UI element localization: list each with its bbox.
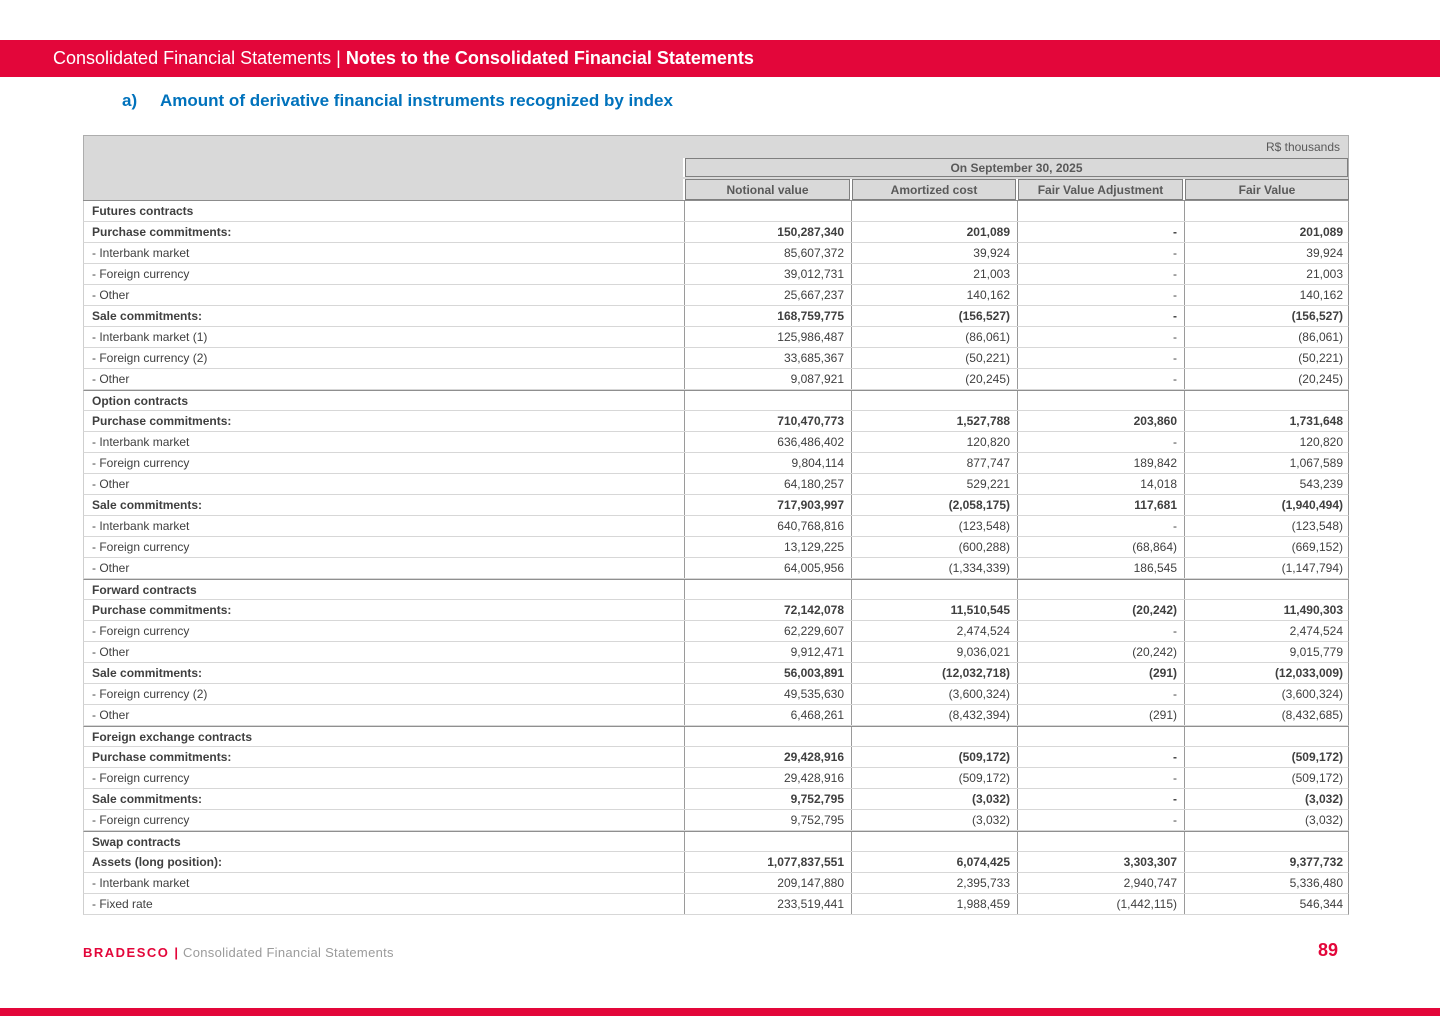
header-spacer xyxy=(84,158,683,177)
row-value: (291) xyxy=(1017,663,1184,683)
table-row xyxy=(83,516,1349,537)
row-value: 120,820 xyxy=(1184,432,1350,452)
row-value xyxy=(1184,580,1350,599)
row-value: (509,172) xyxy=(1184,747,1350,767)
row-label: - Other xyxy=(92,288,130,302)
row-value xyxy=(851,391,1017,410)
row-value: 209,147,880 xyxy=(684,873,851,893)
row-value: (3,032) xyxy=(851,789,1017,809)
table-row xyxy=(83,831,1349,852)
row-value: - xyxy=(1017,432,1184,452)
row-value: (509,172) xyxy=(1184,768,1350,788)
table-row xyxy=(83,642,1349,663)
row-value: (291) xyxy=(1017,705,1184,725)
heading-text: Amount of derivative financial instruments recognized by index xyxy=(160,91,673,110)
row-value xyxy=(851,580,1017,599)
table-row xyxy=(83,285,1349,306)
table-row xyxy=(83,705,1349,726)
row-value: 62,229,607 xyxy=(684,621,851,641)
row-value: 117,681 xyxy=(1017,495,1184,515)
row-value: 29,428,916 xyxy=(684,747,851,767)
row-value: (20,242) xyxy=(1017,600,1184,620)
banner-title-bold: Notes to the Consolidated Financial Statements xyxy=(345,48,754,68)
row-label: - Foreign currency xyxy=(92,456,190,470)
banner-title-regular: Consolidated Financial Statements | xyxy=(53,48,346,68)
table-row xyxy=(83,894,1349,915)
row-value: 543,239 xyxy=(1184,474,1350,494)
row-value: (156,527) xyxy=(1184,306,1350,326)
table-row xyxy=(83,747,1349,768)
row-value xyxy=(1017,391,1184,410)
table-row xyxy=(83,495,1349,516)
row-value: 546,344 xyxy=(1184,894,1350,914)
row-value: 11,490,303 xyxy=(1184,600,1350,620)
table-row xyxy=(83,327,1349,348)
column-header-fair-value: Fair Value xyxy=(1185,179,1349,200)
row-value: (509,172) xyxy=(851,768,1017,788)
row-value: (12,032,718) xyxy=(851,663,1017,683)
row-label: - Foreign currency (2) xyxy=(92,687,208,701)
row-value: 29,428,916 xyxy=(684,768,851,788)
row-label: - Foreign currency xyxy=(92,624,190,638)
row-value xyxy=(1184,727,1350,746)
row-label: Option contracts xyxy=(92,393,189,408)
table-row xyxy=(83,558,1349,579)
row-value: (1,442,115) xyxy=(1017,894,1184,914)
row-label: Sale commitments: xyxy=(92,498,203,512)
row-value xyxy=(1017,832,1184,851)
row-value: (123,548) xyxy=(851,516,1017,536)
row-value xyxy=(684,727,851,746)
row-value: (20,245) xyxy=(1184,369,1350,389)
row-value: 9,015,779 xyxy=(1184,642,1350,662)
table-row xyxy=(83,306,1349,327)
row-value: 56,003,891 xyxy=(684,663,851,683)
row-value: 9,804,114 xyxy=(684,453,851,473)
date-header: On September 30, 2025 xyxy=(685,158,1348,177)
row-value: 5,336,480 xyxy=(1184,873,1350,893)
row-label: - Foreign currency xyxy=(92,813,190,827)
derivatives-table xyxy=(83,135,1349,915)
row-value: 168,759,775 xyxy=(684,306,851,326)
table-row xyxy=(83,852,1349,873)
row-value: 201,089 xyxy=(851,222,1017,242)
row-label: Foreign exchange contracts xyxy=(92,729,253,744)
row-value: (50,221) xyxy=(851,348,1017,368)
table-row xyxy=(83,579,1349,600)
row-value: 39,924 xyxy=(1184,243,1350,263)
row-value: 710,470,773 xyxy=(684,411,851,431)
table-row xyxy=(83,726,1349,747)
row-value xyxy=(851,727,1017,746)
row-value: 2,395,733 xyxy=(851,873,1017,893)
section-heading xyxy=(122,91,673,111)
row-value: 11,510,545 xyxy=(851,600,1017,620)
row-value xyxy=(684,832,851,851)
row-value: 140,162 xyxy=(851,285,1017,305)
table-row xyxy=(83,684,1349,705)
table-row xyxy=(83,369,1349,390)
row-value: (50,221) xyxy=(1184,348,1350,368)
row-value: 201,089 xyxy=(1184,222,1350,242)
row-label: - Interbank market xyxy=(92,435,190,449)
row-value: - xyxy=(1017,768,1184,788)
row-value: 2,474,524 xyxy=(851,621,1017,641)
row-value: - xyxy=(1017,348,1184,368)
footer xyxy=(83,945,394,960)
row-value: 9,752,795 xyxy=(684,789,851,809)
row-value: 6,468,261 xyxy=(684,705,851,725)
row-value: 25,667,237 xyxy=(684,285,851,305)
row-value: (156,527) xyxy=(851,306,1017,326)
heading-marker: a) xyxy=(122,91,138,110)
row-value: (600,288) xyxy=(851,537,1017,557)
table-header xyxy=(83,135,1349,200)
row-value: (12,033,009) xyxy=(1184,663,1350,683)
row-value: 21,003 xyxy=(851,264,1017,284)
date-header-row xyxy=(84,158,1348,177)
row-value: 717,903,997 xyxy=(684,495,851,515)
row-label: Assets (long position): xyxy=(92,855,222,869)
row-label: Sale commitments: xyxy=(92,792,203,806)
row-value: 2,474,524 xyxy=(1184,621,1350,641)
row-value: 140,162 xyxy=(1184,285,1350,305)
row-label: - Interbank market (1) xyxy=(92,330,208,344)
row-value: - xyxy=(1017,369,1184,389)
column-header-row xyxy=(84,179,1348,200)
row-value xyxy=(684,580,851,599)
row-value: (86,061) xyxy=(1184,327,1350,347)
table-row xyxy=(83,537,1349,558)
row-value xyxy=(1184,832,1350,851)
row-value: - xyxy=(1017,327,1184,347)
row-value: 39,924 xyxy=(851,243,1017,263)
row-value: (20,245) xyxy=(851,369,1017,389)
row-label: - Foreign currency xyxy=(92,540,190,554)
row-value: 1,527,788 xyxy=(851,411,1017,431)
row-value xyxy=(684,391,851,410)
table-body xyxy=(83,200,1349,915)
row-value: (3,032) xyxy=(1184,789,1350,809)
row-value: 1,077,837,551 xyxy=(684,852,851,872)
row-value: 21,003 xyxy=(1184,264,1350,284)
row-label: - Other xyxy=(92,708,130,722)
row-value xyxy=(1017,727,1184,746)
row-value: 186,545 xyxy=(1017,558,1184,578)
row-value: 640,768,816 xyxy=(684,516,851,536)
table-row xyxy=(83,474,1349,495)
row-label: Sale commitments: xyxy=(92,666,203,680)
row-value: - xyxy=(1017,789,1184,809)
table-row xyxy=(83,453,1349,474)
row-value: - xyxy=(1017,810,1184,830)
row-value: (1,334,339) xyxy=(851,558,1017,578)
row-value: (123,548) xyxy=(1184,516,1350,536)
row-label: Purchase commitments: xyxy=(92,414,232,428)
row-value: 13,129,225 xyxy=(684,537,851,557)
row-value: 1,988,459 xyxy=(851,894,1017,914)
row-label: Sale commitments: xyxy=(92,309,203,323)
table-row xyxy=(83,621,1349,642)
bottom-accent-bar xyxy=(0,1008,1440,1016)
row-value: 125,986,487 xyxy=(684,327,851,347)
column-header-notional-value: Notional value xyxy=(685,179,850,200)
row-label: Forward contracts xyxy=(92,582,197,597)
row-value: 9,087,921 xyxy=(684,369,851,389)
row-value: 529,221 xyxy=(851,474,1017,494)
table-row xyxy=(83,663,1349,684)
row-value: 72,142,078 xyxy=(684,600,851,620)
row-value: (8,432,394) xyxy=(851,705,1017,725)
row-label: Purchase commitments: xyxy=(92,603,232,617)
table-row xyxy=(83,873,1349,894)
row-value: (8,432,685) xyxy=(1184,705,1350,725)
row-label: - Interbank market xyxy=(92,876,190,890)
row-value xyxy=(1184,391,1350,410)
row-value xyxy=(684,201,851,221)
table-row xyxy=(83,411,1349,432)
table-row xyxy=(83,600,1349,621)
row-value: (2,058,175) xyxy=(851,495,1017,515)
row-label: Purchase commitments: xyxy=(92,750,232,764)
row-value: 9,036,021 xyxy=(851,642,1017,662)
row-value: 9,377,732 xyxy=(1184,852,1350,872)
row-value: 877,747 xyxy=(851,453,1017,473)
row-label: - Fixed rate xyxy=(92,897,153,911)
row-value: 85,607,372 xyxy=(684,243,851,263)
row-label: - Foreign currency xyxy=(92,267,190,281)
row-label: - Interbank market xyxy=(92,246,190,260)
row-label: Futures contracts xyxy=(92,204,194,218)
row-value: (3,600,324) xyxy=(1184,684,1350,704)
column-header-amortized-cost: Amortized cost xyxy=(852,179,1016,200)
row-label: - Other xyxy=(92,372,130,386)
row-value: 189,842 xyxy=(1017,453,1184,473)
row-value: 3,303,307 xyxy=(1017,852,1184,872)
row-value: 1,067,589 xyxy=(1184,453,1350,473)
row-value: 233,519,441 xyxy=(684,894,851,914)
row-value: 14,018 xyxy=(1017,474,1184,494)
table-row xyxy=(83,222,1349,243)
row-label: - Other xyxy=(92,561,130,575)
row-value: - xyxy=(1017,285,1184,305)
row-value: - xyxy=(1017,684,1184,704)
table-row xyxy=(83,390,1349,411)
row-value: - xyxy=(1017,621,1184,641)
table-row xyxy=(83,810,1349,831)
row-value: (68,864) xyxy=(1017,537,1184,557)
row-label: - Other xyxy=(92,477,130,491)
table-row xyxy=(83,432,1349,453)
row-label: - Other xyxy=(92,645,130,659)
row-value: (1,940,494) xyxy=(1184,495,1350,515)
row-value: 33,685,367 xyxy=(684,348,851,368)
row-label: - Interbank market xyxy=(92,519,190,533)
table-row xyxy=(83,243,1349,264)
row-label: Swap contracts xyxy=(92,834,181,849)
row-label: Purchase commitments: xyxy=(92,225,232,239)
row-value: - xyxy=(1017,264,1184,284)
row-value: 2,940,747 xyxy=(1017,873,1184,893)
header-banner xyxy=(0,40,1440,77)
table-row xyxy=(83,201,1349,222)
row-value: (1,147,794) xyxy=(1184,558,1350,578)
footer-brand: BRADESCO xyxy=(83,945,170,960)
row-value xyxy=(1017,580,1184,599)
row-value: - xyxy=(1017,747,1184,767)
row-value: (86,061) xyxy=(851,327,1017,347)
row-value xyxy=(851,201,1017,221)
table-row xyxy=(83,768,1349,789)
footer-document-title: Consolidated Financial Statements xyxy=(183,945,394,960)
row-value: 636,486,402 xyxy=(684,432,851,452)
row-value: 49,535,630 xyxy=(684,684,851,704)
row-value: (3,032) xyxy=(851,810,1017,830)
row-value: 39,012,731 xyxy=(684,264,851,284)
row-value: 1,731,648 xyxy=(1184,411,1350,431)
row-value: 64,180,257 xyxy=(684,474,851,494)
header-spacer xyxy=(84,179,683,200)
row-value: 120,820 xyxy=(851,432,1017,452)
row-value: 64,005,956 xyxy=(684,558,851,578)
row-value: 9,752,795 xyxy=(684,810,851,830)
row-value: 150,287,340 xyxy=(684,222,851,242)
row-value xyxy=(1017,201,1184,221)
row-value: - xyxy=(1017,516,1184,536)
unit-label: R$ thousands xyxy=(1265,140,1340,154)
row-value: (509,172) xyxy=(851,747,1017,767)
column-header-fair-value-adjustment: Fair Value Adjustment xyxy=(1018,179,1183,200)
row-label: - Foreign currency (2) xyxy=(92,351,208,365)
row-value: 6,074,425 xyxy=(851,852,1017,872)
page-number: 89 xyxy=(1317,940,1338,960)
table-row xyxy=(83,264,1349,285)
row-value: (3,600,324) xyxy=(851,684,1017,704)
row-value: 203,860 xyxy=(1017,411,1184,431)
row-value: - xyxy=(1017,222,1184,242)
row-value: - xyxy=(1017,306,1184,326)
row-value: 9,912,471 xyxy=(684,642,851,662)
row-label: - Foreign currency xyxy=(92,771,190,785)
row-value xyxy=(1184,201,1350,221)
row-value: (3,032) xyxy=(1184,810,1350,830)
row-value xyxy=(851,832,1017,851)
table-row xyxy=(83,348,1349,369)
row-value: (20,242) xyxy=(1017,642,1184,662)
table-row xyxy=(83,789,1349,810)
row-value: - xyxy=(1017,243,1184,263)
footer-separator: | xyxy=(174,945,179,960)
row-value: (669,152) xyxy=(1184,537,1350,557)
